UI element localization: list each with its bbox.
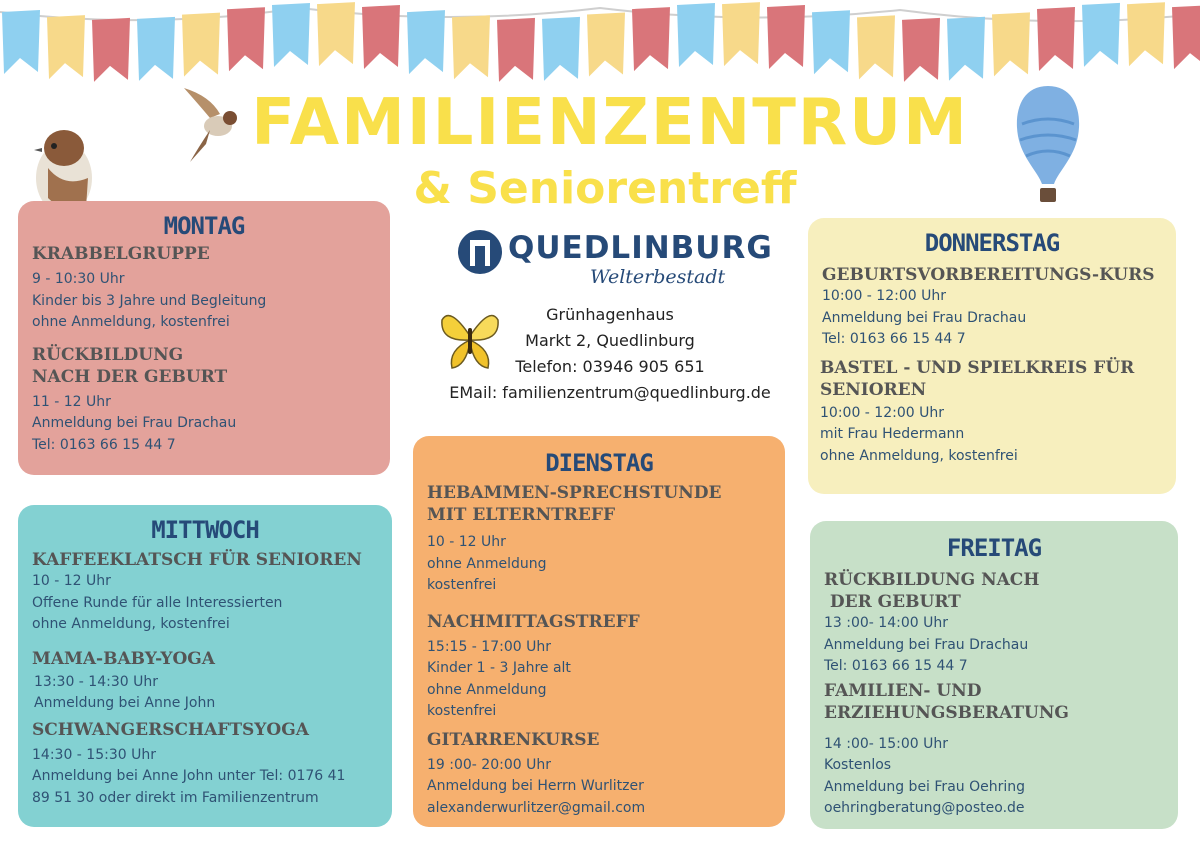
bunting-flag xyxy=(947,17,985,81)
day-title: MITTWOCH xyxy=(151,516,259,544)
bunting-flag xyxy=(587,13,625,77)
event-detail: mit Frau Hedermann xyxy=(820,426,965,442)
event-detail: Anmeldung bei Anne John xyxy=(34,695,216,711)
bunting-flag xyxy=(272,3,310,67)
bunting-flag xyxy=(857,15,895,79)
event-time: 11 - 12 Uhr xyxy=(32,393,111,410)
event-time: 15:15 - 17:00 Uhr xyxy=(427,638,551,655)
event-time: 13:30 - 14:30 Uhr xyxy=(34,673,158,690)
page-subtitle: & Seniorentreff xyxy=(413,163,797,214)
bunting-flag xyxy=(542,17,580,81)
bunting-flag xyxy=(1082,3,1120,67)
card-montag xyxy=(18,201,390,475)
event-title: FAMILIEN- UND xyxy=(824,680,982,701)
event-title: NACHMITTAGSTREFF xyxy=(427,611,640,632)
day-title: DONNERSTAG xyxy=(924,229,1060,257)
address-phone: Telefon: 03946 905 651 xyxy=(515,357,705,376)
event-title: BASTEL - UND SPIELKREIS FÜR xyxy=(820,357,1135,378)
bunting-flag xyxy=(362,5,400,69)
event-email[interactable]: alexanderwurlitzer@gmail.com xyxy=(427,799,646,816)
event-time: 14:30 - 15:30 Uhr xyxy=(32,746,156,763)
event-detail: Anmeldung bei Anne John unter Tel: 0176 41 xyxy=(32,768,346,784)
event-time: 13 :00- 14:00 Uhr xyxy=(824,615,948,631)
day-title: DIENSTAG xyxy=(545,449,653,477)
bunting-flag xyxy=(47,15,85,79)
day-title: MONTAG xyxy=(163,212,245,240)
event-title: SCHWANGERSCHAFTSYOGA xyxy=(32,719,309,740)
bunting-flag xyxy=(407,10,445,74)
event-detail: 89 51 30 oder direkt im Familienzentrum xyxy=(32,789,319,806)
flying-sparrow-icon xyxy=(180,86,244,166)
event-detail: kostenfrei xyxy=(427,703,497,719)
bunting-flag xyxy=(227,7,265,71)
event-title: GEBURTSVORBEREITUNGS-KURS xyxy=(822,265,1155,285)
event-title: KRABBELGRUPPE xyxy=(32,244,210,264)
bunting-flag xyxy=(677,3,715,67)
card-mittwoch xyxy=(18,505,392,827)
event-detail: kostenfrei xyxy=(427,577,497,593)
event-detail: ohne Anmeldung xyxy=(427,681,547,698)
event-detail: Kinder 1 - 3 Jahre alt xyxy=(427,660,571,676)
bunting-flag xyxy=(1127,2,1165,66)
card-freitag xyxy=(810,521,1178,829)
event-title: KAFFEEKLATSCH FÜR SENIOREN xyxy=(32,550,362,570)
card-donnerstag xyxy=(808,218,1176,494)
address-street: Markt 2, Quedlinburg xyxy=(525,331,695,350)
event-detail: Kostenlos xyxy=(824,757,892,773)
event-detail: Anmeldung bei Frau Drachau xyxy=(32,415,237,431)
bunting-flag xyxy=(767,5,805,69)
address-house: Grünhagenhaus xyxy=(546,305,674,324)
event-detail: ohne Anmeldung xyxy=(427,555,547,572)
event-time: 10:00 - 12:00 Uhr xyxy=(820,404,944,421)
event-title: RÜCKBILDUNG xyxy=(32,344,184,365)
bunting-flag xyxy=(92,18,130,82)
address-email[interactable]: EMail: familienzentrum@quedlinburg.de xyxy=(449,383,771,402)
bunting-flag xyxy=(902,18,940,82)
event-detail: Anmeldung bei Frau Oehring xyxy=(824,778,1026,795)
bunting-flag xyxy=(452,15,490,79)
logo-tagline: Welterbestadt xyxy=(590,266,726,288)
event-title: DER GEBURT xyxy=(824,592,961,612)
event-title: GITARRENKURSE xyxy=(427,729,600,750)
bunting-flag xyxy=(632,7,670,71)
bunting-flag xyxy=(992,12,1030,76)
event-time: 10 - 12 Uhr xyxy=(32,573,111,589)
event-title: ERZIEHUNGSBERATUNG xyxy=(824,702,1069,723)
bunting-flag xyxy=(137,17,175,81)
city-crest-icon xyxy=(456,228,504,276)
bunting-flag xyxy=(812,10,850,74)
page-title: FAMILIENZENTRUM xyxy=(251,86,969,160)
event-title: MAMA-BABY-YOGA xyxy=(32,648,215,669)
bunting-flag xyxy=(1172,5,1200,69)
bunting-flag xyxy=(182,13,220,77)
event-detail: Offene Runde für alle Interessierten xyxy=(32,594,283,611)
event-detail: Anmeldung bei Herrn Wurlitzer xyxy=(427,778,644,794)
event-title: HEBAMMEN-SPRECHSTUNDE xyxy=(427,483,722,503)
bunting-flag xyxy=(317,2,355,66)
bunting-flag xyxy=(1037,7,1075,71)
event-title: MIT ELTERNTREFF xyxy=(427,505,616,525)
event-time: 14 :00- 15:00 Uhr xyxy=(824,735,948,752)
bunting-flag xyxy=(2,10,40,74)
day-title: FREITAG xyxy=(946,534,1042,562)
event-time: 19 :00- 20:00 Uhr xyxy=(427,756,551,773)
bunting-flag xyxy=(722,2,760,66)
event-time: 10:00 - 12:00 Uhr xyxy=(822,288,946,304)
event-detail: ohne Anmeldung, kostenfrei xyxy=(32,616,230,632)
event-detail: Anmeldung bei Frau Drachau xyxy=(822,309,1027,326)
event-detail: Anmeldung bei Frau Drachau xyxy=(824,636,1029,653)
card-dienstag xyxy=(413,436,785,827)
event-detail: ohne Anmeldung, kostenfrei xyxy=(32,314,230,330)
event-title: NACH DER GEBURT xyxy=(32,366,228,387)
event-time: 10 - 12 Uhr xyxy=(427,534,506,550)
event-detail: Kinder bis 3 Jahre und Begleitung xyxy=(32,292,267,309)
bunting-garland xyxy=(0,0,1200,90)
bunting-flag xyxy=(497,18,535,82)
event-phone: Tel: 0163 66 15 44 7 xyxy=(32,436,176,453)
event-detail: ohne Anmeldung, kostenfrei xyxy=(820,447,1018,464)
event-title: SENIOREN xyxy=(820,379,927,400)
logo-name: QUEDLINBURG xyxy=(508,230,773,266)
address-block xyxy=(440,302,780,406)
event-email[interactable]: oehringberatung@posteo.de xyxy=(824,800,1025,816)
event-title: RÜCKBILDUNG NACH xyxy=(824,570,1040,590)
event-phone: Tel: 0163 66 15 44 7 xyxy=(824,658,968,674)
event-phone: Tel: 0163 66 15 44 7 xyxy=(822,331,966,347)
hot-air-balloon-icon xyxy=(1012,84,1084,208)
event-time: 9 - 10:30 Uhr xyxy=(32,271,125,287)
